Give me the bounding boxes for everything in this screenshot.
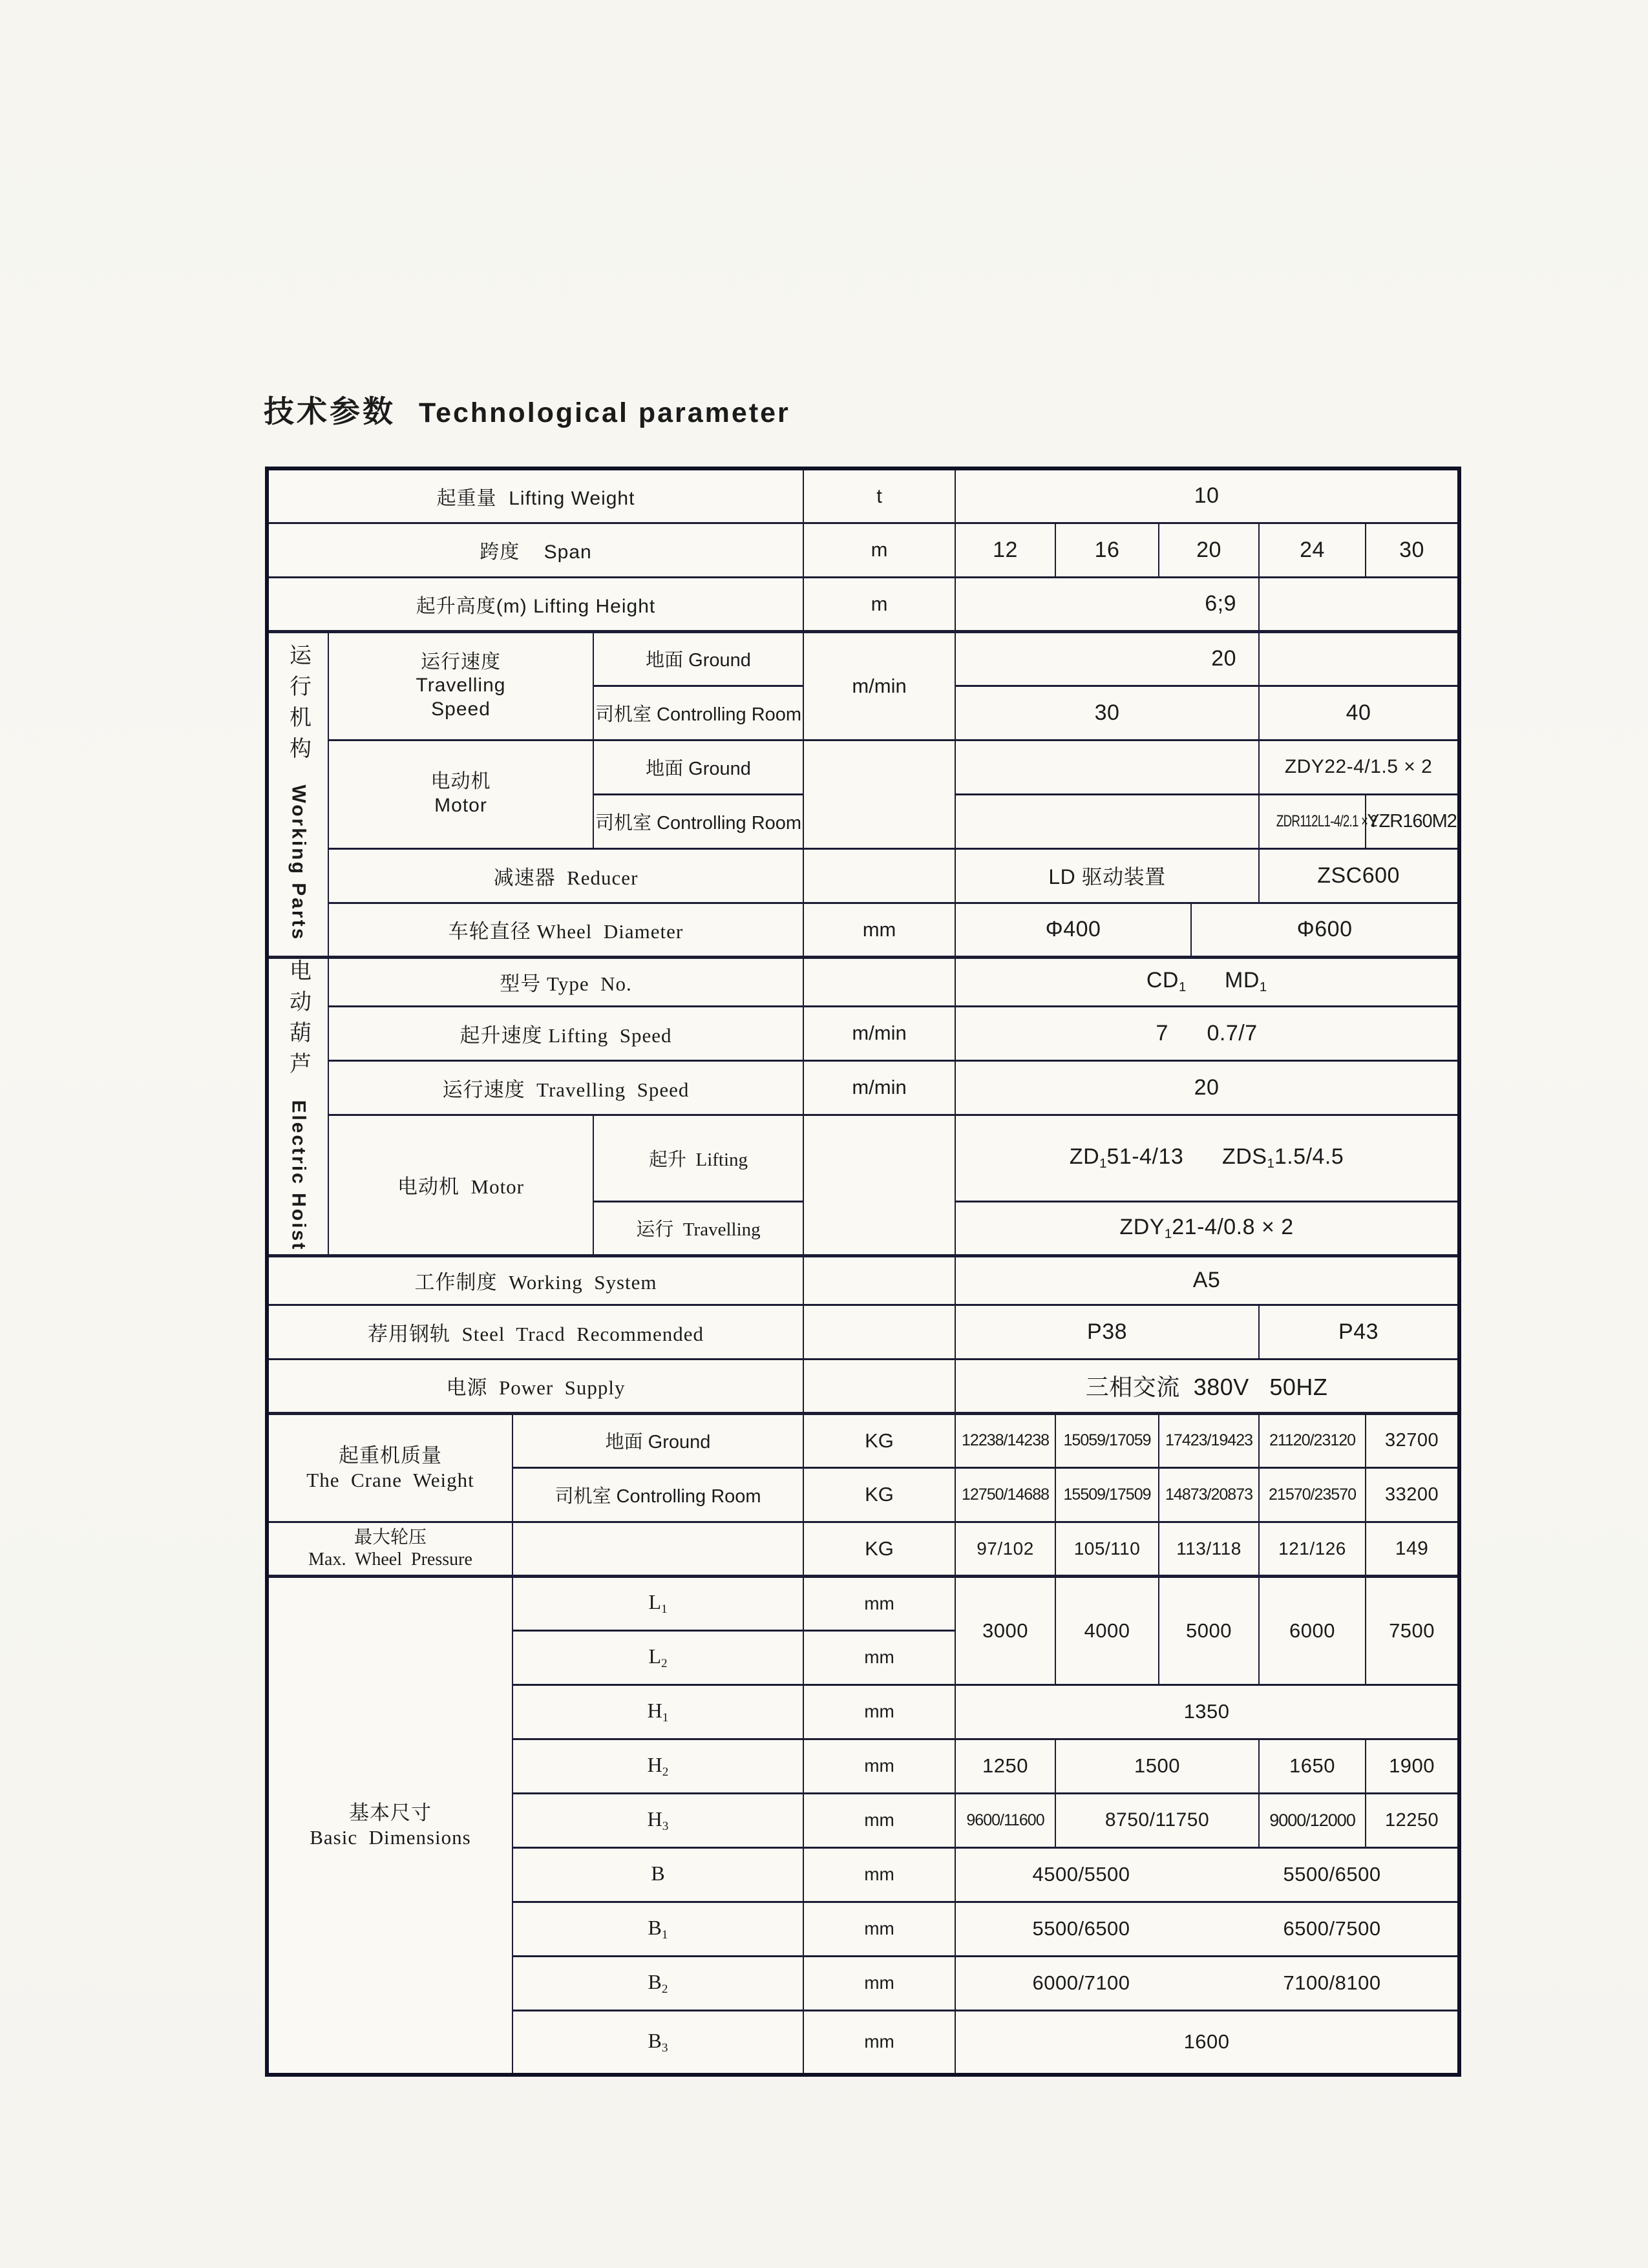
lifting-height-label: 起升高度(m) Lifting Height xyxy=(267,577,803,631)
hoist-travelling-speed-value: 20 xyxy=(955,1060,1459,1115)
wp-motor-room-value-30: YZR160M2 xyxy=(1366,794,1459,848)
row-lifting-height xyxy=(267,577,1459,631)
max-wheel-pressure-sub-empty xyxy=(512,1522,803,1576)
dim-l-24: 6000 xyxy=(1259,1576,1366,1685)
dim-b1-unit: mm xyxy=(803,1902,955,1956)
dim-h3-16-20: 8750/11750 xyxy=(1055,1793,1259,1847)
dim-b2-label: B2 xyxy=(512,1956,803,2010)
reducer-value-right: ZSC600 xyxy=(1259,848,1459,903)
crane-weight-room-30: 33200 xyxy=(1366,1467,1459,1522)
row-dim-l1 xyxy=(267,1576,1459,1630)
reducer-label: 减速器 Reducer xyxy=(328,848,803,903)
dim-l1-label: L1 xyxy=(512,1576,803,1630)
crane-weight-room-16: 15509/17509 xyxy=(1055,1467,1159,1522)
dim-b1-values: 5500/6500 6500/7500 xyxy=(955,1902,1459,1956)
lifting-weight-value: 10 xyxy=(955,468,1459,523)
dim-l-30: 7500 xyxy=(1366,1576,1459,1685)
dim-b3-unit: mm xyxy=(803,2010,955,2075)
wp-motor-unit xyxy=(803,740,955,848)
dim-h1-value: 1350 xyxy=(955,1685,1459,1739)
hoist-motor-lifting-value: ZD151-4/13 ZDS11.5/4.5 xyxy=(955,1115,1459,1201)
wheel-diameter-value-right: Φ600 xyxy=(1191,903,1459,957)
row-hoist-travelling-speed xyxy=(267,1060,1459,1115)
technological-parameter-table xyxy=(265,467,1461,2077)
dim-l2-unit: mm xyxy=(803,1630,955,1685)
working-system-value: A5 xyxy=(955,1255,1459,1305)
max-wheel-pressure-16: 105/110 xyxy=(1055,1522,1159,1576)
power-supply-value: 三相交流 380V 50HZ xyxy=(955,1359,1459,1413)
lifting-height-unit: m xyxy=(803,577,955,631)
dim-h2-label: H2 xyxy=(512,1739,803,1793)
span-value-12: 12 xyxy=(955,523,1055,577)
wheel-diameter-label: 车轮直径 Wheel Diameter xyxy=(328,903,803,957)
type-no-label: 型号 Type No. xyxy=(328,957,803,1006)
crane-weight-ground-30: 32700 xyxy=(1366,1413,1459,1467)
row-working-system xyxy=(267,1255,1459,1305)
lifting-weight-label-text: 起重量 Lifting Weight xyxy=(436,487,635,509)
hoist-travelling-speed-label: 运行速度 Travelling Speed xyxy=(328,1060,803,1115)
dim-l2-label: L2 xyxy=(512,1630,803,1685)
wp-travel-ground-label: 地面 Ground xyxy=(593,631,803,686)
wp-travelling-speed-label: 运行速度 Travelling Speed xyxy=(328,631,593,740)
crane-weight-ground-16: 15059/17059 xyxy=(1055,1413,1159,1467)
row-wheel-diameter xyxy=(267,903,1459,957)
max-wheel-pressure-label: 最大轮压 Max. Wheel Pressure xyxy=(267,1522,512,1576)
steel-track-value-left: P38 xyxy=(955,1305,1259,1359)
working-system-unit xyxy=(803,1255,955,1305)
dim-b-label: B xyxy=(512,1847,803,1902)
crane-weight-ground-unit: KG xyxy=(803,1413,955,1467)
page-title-en: Technological parameter xyxy=(419,397,790,428)
row-span xyxy=(267,523,1459,577)
wp-motor-label: 电动机 Motor xyxy=(328,740,593,848)
power-supply-unit xyxy=(803,1359,955,1413)
hoist-lifting-speed-label: 起升速度 Lifting Speed xyxy=(328,1006,803,1060)
reducer-unit xyxy=(803,848,955,903)
dim-h2-24: 1650 xyxy=(1259,1739,1366,1793)
page-title-zh: 技术参数 xyxy=(264,394,396,428)
lifting-height-empty xyxy=(1259,577,1459,631)
row-steel-track xyxy=(267,1305,1459,1359)
lifting-weight-label xyxy=(267,468,803,523)
max-wheel-pressure-30: 149 xyxy=(1366,1522,1459,1576)
type-no-unit xyxy=(803,957,955,1006)
dim-b3-value: 1600 xyxy=(955,2010,1459,2075)
crane-weight-ground-24: 21120/23120 xyxy=(1259,1413,1366,1467)
hoist-motor-travelling-value: ZDY121-4/0.8 × 2 xyxy=(955,1201,1459,1255)
wp-motor-ground-value: ZDY22-4/1.5 × 2 xyxy=(1259,740,1459,794)
hoist-lifting-speed-value: 7 0.7/7 xyxy=(955,1006,1459,1060)
dim-h3-12: 9600/11600 xyxy=(955,1793,1055,1847)
row-lifting-weight xyxy=(267,468,1459,523)
span-value-16: 16 xyxy=(1055,523,1159,577)
hoist-motor-travelling-label: 运行 Travelling xyxy=(593,1201,803,1255)
hoist-motor-label: 电动机 Motor xyxy=(328,1115,593,1255)
row-hoist-motor-lifting xyxy=(267,1115,1459,1201)
dim-h2-16-20: 1500 xyxy=(1055,1739,1259,1793)
crane-weight-room-unit: KG xyxy=(803,1467,955,1522)
row-wp-motor-ground xyxy=(267,740,1459,794)
row-type-no xyxy=(267,957,1459,1006)
row-max-wheel-pressure xyxy=(267,1522,1459,1576)
wp-travel-room-label: 司机室 Controlling Room xyxy=(593,686,803,740)
section-electric-hoist xyxy=(267,957,328,1255)
wp-travel-room-value-right: 40 xyxy=(1259,686,1459,740)
wp-travel-unit: m/min xyxy=(803,631,955,740)
dim-l-20: 5000 xyxy=(1159,1576,1259,1685)
working-parts-strip: 运行机构 Working Parts xyxy=(286,644,311,941)
section-working-parts xyxy=(267,631,328,957)
wp-motor-room-label: 司机室 Controlling Room xyxy=(593,794,803,848)
dim-l-12: 3000 xyxy=(955,1576,1055,1685)
dim-l1-unit: mm xyxy=(803,1576,955,1630)
crane-weight-label: 起重机质量 The Crane Weight xyxy=(267,1413,512,1522)
dim-b3-label: B3 xyxy=(512,2010,803,2075)
dim-b-unit: mm xyxy=(803,1847,955,1902)
crane-weight-ground-12: 12238/14238 xyxy=(955,1413,1055,1467)
span-value-30: 30 xyxy=(1366,523,1459,577)
wp-travel-ground-value: 20 xyxy=(955,631,1259,686)
dim-h3-24: 9000/12000 xyxy=(1259,1793,1366,1847)
crane-weight-ground-label: 地面 Ground xyxy=(512,1413,803,1467)
electric-hoist-strip: 电动葫芦 Electric Hoist xyxy=(286,958,311,1251)
wp-travel-room-value-left: 30 xyxy=(955,686,1259,740)
crane-weight-room-label: 司机室 Controlling Room xyxy=(512,1467,803,1522)
dim-h2-unit: mm xyxy=(803,1739,955,1793)
dim-h3-30: 12250 xyxy=(1366,1793,1459,1847)
row-wp-travel-ground xyxy=(267,631,1459,686)
wheel-diameter-value-left: Φ400 xyxy=(955,903,1191,957)
reducer-value-left: LD 驱动装置 xyxy=(955,848,1259,903)
dim-h1-label: H1 xyxy=(512,1685,803,1739)
max-wheel-pressure-12: 97/102 xyxy=(955,1522,1055,1576)
crane-weight-room-20: 14873/20873 xyxy=(1159,1467,1259,1522)
lifting-height-value: 6;9 xyxy=(955,577,1259,631)
span-value-20: 20 xyxy=(1159,523,1259,577)
dim-b1-label: B1 xyxy=(512,1902,803,1956)
page-title xyxy=(264,388,790,431)
wp-motor-ground-empty xyxy=(955,740,1259,794)
span-value-24: 24 xyxy=(1259,523,1366,577)
steel-track-value-right: P43 xyxy=(1259,1305,1459,1359)
row-hoist-lifting-speed xyxy=(267,1006,1459,1060)
wheel-diameter-unit: mm xyxy=(803,903,955,957)
steel-track-unit xyxy=(803,1305,955,1359)
wp-motor-room-value-24: ZDR112L1-4/2.1 × 2 xyxy=(1259,794,1366,848)
dim-h1-unit: mm xyxy=(803,1685,955,1739)
max-wheel-pressure-unit: KG xyxy=(803,1522,955,1576)
row-crane-weight-ground xyxy=(267,1413,1459,1467)
steel-track-label: 荐用钢轨 Steel Tracd Recommended xyxy=(267,1305,803,1359)
lifting-weight-unit: t xyxy=(803,468,955,523)
row-power-supply xyxy=(267,1359,1459,1413)
max-wheel-pressure-20: 113/118 xyxy=(1159,1522,1259,1576)
wp-motor-ground-label: 地面 Ground xyxy=(593,740,803,794)
hoist-lifting-speed-unit: m/min xyxy=(803,1006,955,1060)
row-reducer xyxy=(267,848,1459,903)
dim-l-16: 4000 xyxy=(1055,1576,1159,1685)
wp-travel-ground-empty xyxy=(1259,631,1459,686)
power-supply-label: 电源 Power Supply xyxy=(267,1359,803,1413)
dim-h3-label: H3 xyxy=(512,1793,803,1847)
crane-weight-room-24: 21570/23570 xyxy=(1259,1467,1366,1522)
dim-h3-unit: mm xyxy=(803,1793,955,1847)
dim-b2-unit: mm xyxy=(803,1956,955,2010)
crane-weight-room-12: 12750/14688 xyxy=(955,1467,1055,1522)
max-wheel-pressure-24: 121/126 xyxy=(1259,1522,1366,1576)
dim-h2-30: 1900 xyxy=(1366,1739,1459,1793)
hoist-motor-lifting-label: 起升 Lifting xyxy=(593,1115,803,1201)
hoist-motor-unit xyxy=(803,1115,955,1255)
type-no-value: CD1 MD1 xyxy=(955,957,1459,1006)
hoist-travelling-speed-unit: m/min xyxy=(803,1060,955,1115)
dim-h2-12: 1250 xyxy=(955,1739,1055,1793)
working-system-label: 工作制度 Working System xyxy=(267,1255,803,1305)
wp-motor-room-empty xyxy=(955,794,1259,848)
span-unit: m xyxy=(803,523,955,577)
crane-weight-ground-20: 17423/19423 xyxy=(1159,1413,1259,1467)
dim-b-values: 4500/5500 5500/6500 xyxy=(955,1847,1459,1902)
dim-b2-values: 6000/7100 7100/8100 xyxy=(955,1956,1459,2010)
basic-dimensions-label: 基本尺寸 Basic Dimensions xyxy=(267,1576,512,2075)
span-label: 跨度 Span xyxy=(267,523,803,577)
